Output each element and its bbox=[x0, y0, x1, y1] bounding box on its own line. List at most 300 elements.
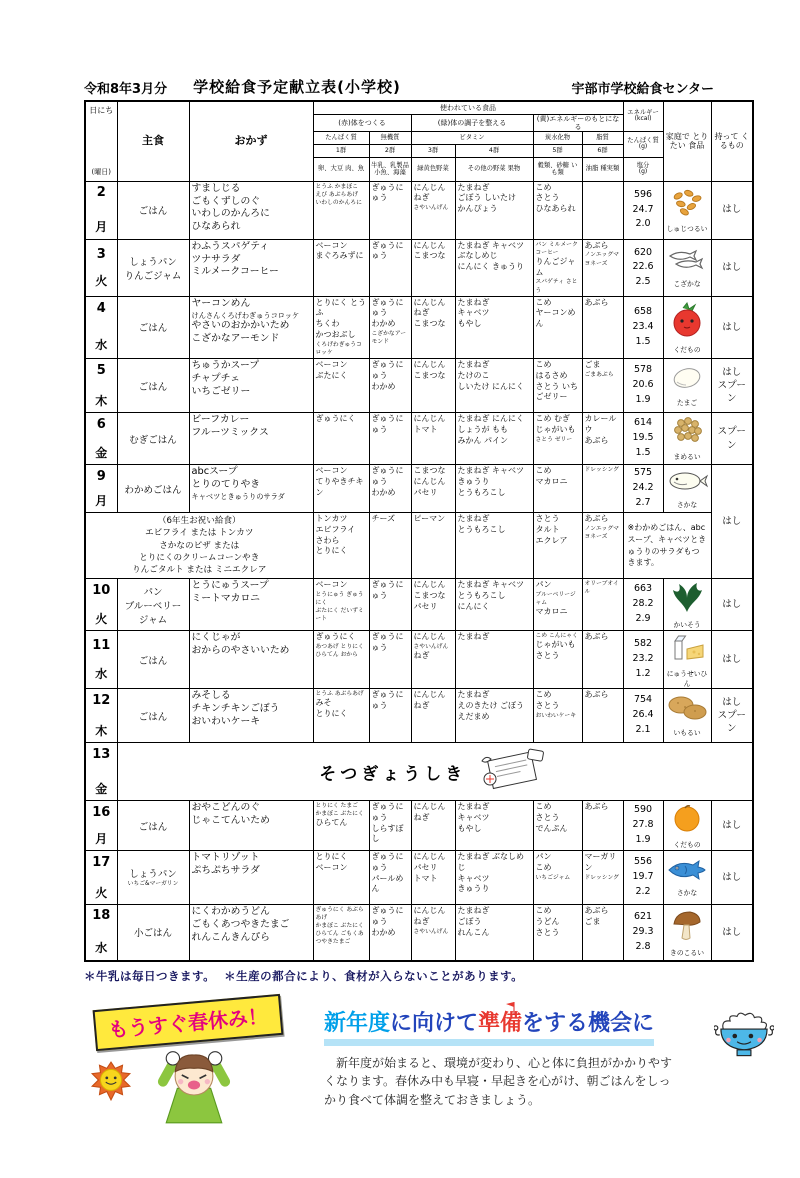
text-line: ごまあぶら bbox=[584, 371, 614, 378]
text-line: くろげわぎゅうコロッケ bbox=[315, 341, 362, 356]
text-line: エビフライ bbox=[315, 524, 356, 534]
bring-cell bbox=[711, 631, 753, 689]
text-line: ごぼう bbox=[457, 916, 482, 926]
bring-cell bbox=[711, 359, 753, 413]
text-line: さとう bbox=[535, 193, 560, 203]
dishes-cell bbox=[189, 296, 313, 358]
food-group-4-cell bbox=[455, 905, 533, 961]
nutrition-cell bbox=[623, 239, 663, 296]
day-number: 4 bbox=[96, 301, 106, 317]
text-line: マカロニ bbox=[535, 607, 568, 617]
header-date-top: 日にち bbox=[89, 106, 114, 116]
dishes-cell bbox=[189, 851, 313, 905]
text-line: こめ bbox=[535, 862, 552, 872]
text-line: たまねぎ bbox=[457, 690, 490, 700]
text-line: えび あぶらあげ bbox=[315, 191, 358, 198]
text-line: しいたけ にんにく bbox=[457, 381, 525, 391]
text-line: さかなのピザ または bbox=[159, 540, 240, 551]
text-line: ぎゅうにゅう bbox=[371, 906, 404, 926]
text-line: ねぎ bbox=[413, 193, 430, 203]
text-line: パセリ bbox=[413, 487, 438, 497]
text-line: キャベツ bbox=[457, 308, 490, 318]
text-line: えだまめ bbox=[457, 711, 490, 721]
day-wrap bbox=[88, 469, 115, 509]
text-line: はし bbox=[722, 819, 742, 831]
day-cell bbox=[85, 689, 117, 743]
bring-cell bbox=[711, 905, 753, 961]
dishes-cell bbox=[189, 631, 313, 689]
day-wrap bbox=[88, 301, 115, 353]
day-wrap bbox=[88, 693, 115, 739]
text-line: れんこん bbox=[457, 927, 490, 937]
text-line: ぎゅうにゅう bbox=[371, 297, 404, 318]
text-line: abcスープ bbox=[191, 466, 238, 478]
text-line: こまつな bbox=[413, 466, 446, 476]
text-line: ひなあられ bbox=[191, 221, 241, 233]
food-group-4-cell bbox=[455, 801, 533, 851]
energy-value: 596 bbox=[633, 189, 653, 201]
day-cell bbox=[85, 359, 117, 413]
text-line: さとう bbox=[535, 927, 560, 937]
text-line: ごはん bbox=[138, 323, 168, 335]
food-group-1-cell bbox=[313, 851, 369, 905]
home-food-cell bbox=[663, 296, 711, 358]
text-line: ミルメークコーヒー bbox=[191, 266, 279, 278]
text-line: ミートマカロニ bbox=[191, 592, 261, 604]
text-line: ドレッシング bbox=[584, 874, 619, 881]
text-line: こまつな bbox=[413, 251, 446, 261]
text-line: じゃこてんいため bbox=[191, 814, 270, 826]
header-salt-unit: (g) bbox=[638, 168, 648, 176]
food-group-3-cell bbox=[411, 513, 455, 579]
salt-value: 2.1 bbox=[635, 723, 651, 735]
text-line: キャベツときゅうりのサラダ bbox=[191, 491, 285, 501]
text-line: ぎゅうにく bbox=[315, 632, 356, 642]
header-salt-label: 塩分 bbox=[636, 162, 650, 170]
home-food-label: さかな bbox=[676, 889, 698, 898]
dishes-cell bbox=[189, 801, 313, 851]
header-vitamin-col: ビタミン bbox=[411, 131, 533, 144]
header-red-group: (赤)体をつくる bbox=[313, 114, 411, 131]
header-home-foods: 家庭で とりたい 食品 bbox=[663, 101, 711, 181]
text-line: こまつな bbox=[413, 319, 446, 329]
header-energy-label: エネルギー bbox=[627, 109, 659, 117]
text-line: パン bbox=[143, 586, 163, 598]
text-line: とうふ あぶらあげ bbox=[315, 691, 364, 698]
nuts-icon bbox=[664, 188, 711, 222]
text-line: てりやきチキン bbox=[315, 476, 364, 497]
energy-value: 621 bbox=[633, 911, 653, 923]
dishes-cell bbox=[189, 359, 313, 413]
text-line: こまつな bbox=[413, 590, 446, 600]
text-line: はし bbox=[722, 204, 742, 216]
food-group-3-cell bbox=[411, 801, 455, 851]
nutrition-cell bbox=[623, 631, 663, 689]
bring-cell bbox=[711, 296, 753, 358]
text-line: はし bbox=[722, 515, 742, 527]
text-line: りんごジャム bbox=[535, 256, 576, 277]
text-line: ぎゅうにく bbox=[315, 414, 356, 424]
text-line: ごはん bbox=[138, 206, 168, 218]
nutrition-cell bbox=[623, 181, 663, 239]
text-line: きゅうり bbox=[457, 884, 490, 894]
header-protein-unit: (g) bbox=[638, 143, 648, 151]
staple-cell bbox=[117, 181, 189, 239]
dishes-cell bbox=[189, 181, 313, 239]
text-line: にんにく bbox=[457, 601, 490, 611]
home-food-cell bbox=[663, 465, 711, 513]
nutrition-cell bbox=[623, 905, 663, 961]
food-group-5-cell bbox=[533, 689, 582, 743]
small-fish-icon bbox=[664, 247, 711, 277]
text-line: トンカツ bbox=[315, 514, 348, 524]
header-g2: 2群 bbox=[369, 144, 411, 157]
text-line: あぶら bbox=[584, 240, 609, 250]
food-group-6-cell bbox=[582, 513, 623, 579]
header-g6: 6群 bbox=[582, 144, 623, 157]
text-line: ベーコン bbox=[315, 240, 348, 250]
food-group-2-cell bbox=[369, 631, 411, 689]
text-line: さとう いちごゼリー bbox=[535, 381, 579, 402]
salt-value: 1.9 bbox=[635, 833, 651, 845]
staple-cell bbox=[117, 631, 189, 689]
food-group-3-cell bbox=[411, 239, 455, 296]
weekday-label: 水 bbox=[95, 941, 108, 956]
food-group-5-cell bbox=[533, 851, 582, 905]
text-line: かまぼこ ぶたにく bbox=[315, 923, 364, 930]
protein-value: 24.7 bbox=[632, 203, 654, 215]
text-line: れんこんきんぴら bbox=[191, 931, 270, 943]
day-cell bbox=[85, 801, 117, 851]
title-bar bbox=[84, 76, 754, 97]
salt-value: 2.7 bbox=[635, 496, 651, 508]
header-energy bbox=[623, 101, 663, 131]
text-line: みそしる bbox=[191, 690, 231, 702]
day-number: 11 bbox=[92, 637, 111, 653]
dishes-cell bbox=[189, 239, 313, 296]
text-line: りんごジャム bbox=[124, 270, 182, 282]
food-group-3-cell bbox=[411, 631, 455, 689]
salt-value: 2.2 bbox=[635, 885, 651, 897]
text-line: わふうスパゲティ bbox=[191, 240, 270, 252]
text-line: はし bbox=[722, 261, 742, 273]
text-line: たけのこ bbox=[457, 370, 490, 380]
protein-value: 22.6 bbox=[632, 261, 654, 273]
food-group-6-cell bbox=[582, 905, 623, 961]
header-g5-items: 穀類、砂糖 いも類 bbox=[533, 157, 582, 181]
table-header bbox=[85, 101, 753, 181]
header-carb-col: 炭水化物 bbox=[533, 131, 582, 144]
note-supply: ＊生産の都合により、食材が入らないことがあります。 bbox=[224, 968, 524, 983]
text-line: パン bbox=[535, 852, 552, 862]
food-group-1-cell bbox=[313, 296, 369, 358]
day-wrap bbox=[88, 855, 115, 901]
food-group-6-cell bbox=[582, 465, 623, 513]
text-line: ノンエッグマヨネーズ bbox=[584, 525, 619, 540]
food-group-2-cell bbox=[369, 851, 411, 905]
header-g3: 3群 bbox=[411, 144, 455, 157]
mushroom-icon bbox=[664, 908, 711, 946]
text-line: しょうパン bbox=[129, 869, 177, 881]
egg-icon bbox=[664, 364, 711, 396]
text-line: すましじる bbox=[191, 182, 241, 194]
food-group-5-cell bbox=[533, 513, 582, 579]
table-body bbox=[85, 181, 753, 960]
text-line: わかめ bbox=[371, 487, 396, 497]
text-line: とりにくのクリームコーンやき bbox=[139, 552, 260, 563]
text-line: にくじゃが bbox=[191, 632, 241, 644]
salt-value: 1.2 bbox=[635, 667, 651, 679]
day-wrap bbox=[88, 185, 115, 235]
nutrition-cell bbox=[623, 579, 663, 631]
text-line: ごはん bbox=[138, 711, 168, 723]
text-line: トマトリゾット bbox=[191, 852, 260, 864]
text-line: さやいんげん bbox=[413, 205, 449, 212]
text-line: ぎゅうにゅう bbox=[371, 240, 404, 261]
home-food-cell bbox=[663, 851, 711, 905]
food-group-5-cell bbox=[533, 359, 582, 413]
food-group-2-cell bbox=[369, 296, 411, 358]
text-line: いわしのかんろに bbox=[191, 208, 270, 220]
day-wrap bbox=[88, 908, 115, 956]
text-line: オリーブオイル bbox=[584, 581, 619, 596]
energy-value: 582 bbox=[633, 638, 653, 650]
day-cell bbox=[85, 239, 117, 296]
food-group-5-cell bbox=[533, 413, 582, 465]
food-group-2-cell bbox=[369, 905, 411, 961]
text-line: あぶら bbox=[584, 906, 609, 916]
text-line: ひなあられ bbox=[535, 204, 576, 214]
energy-value: 620 bbox=[633, 246, 653, 258]
bring-cell bbox=[711, 181, 753, 239]
salt-value: 2.5 bbox=[635, 275, 651, 287]
home-food-label: くだもの bbox=[673, 345, 701, 354]
header-g6-items: 油脂 種実類 bbox=[582, 157, 623, 181]
food-group-3-cell bbox=[411, 579, 455, 631]
text-line: ビーフカレー bbox=[191, 414, 250, 426]
food-group-6-cell bbox=[582, 579, 623, 631]
day-cell bbox=[85, 413, 117, 465]
text-line: パセリ bbox=[413, 862, 438, 872]
salt-value: 2.9 bbox=[635, 612, 651, 624]
text-line: もやし bbox=[457, 319, 482, 329]
text-line: ブルーベリージャム bbox=[535, 591, 576, 606]
text-line: たまねぎ bbox=[457, 360, 490, 370]
headline-part: 準備 bbox=[478, 1011, 522, 1036]
protein-value: 26.4 bbox=[632, 709, 654, 721]
text-line: ぎゅうにゅう bbox=[371, 466, 404, 486]
food-group-5-cell bbox=[533, 801, 582, 851]
text-line: こめ bbox=[535, 360, 552, 370]
food-group-6-cell bbox=[582, 689, 623, 743]
header-staple: 主食 bbox=[117, 101, 189, 181]
text-line: さやいんげん bbox=[413, 643, 449, 650]
food-group-4-cell bbox=[455, 513, 533, 579]
text-line: かつおぶし bbox=[315, 330, 356, 340]
text-line: マカロニ bbox=[535, 476, 568, 486]
text-line: 小ごはん bbox=[133, 928, 172, 940]
header-fat-col: 脂質 bbox=[582, 131, 623, 144]
nutrition-cell bbox=[623, 359, 663, 413]
weekday-label: 火 bbox=[95, 885, 108, 900]
text-line: はし bbox=[722, 653, 742, 665]
text-line: まぐろみずに bbox=[315, 251, 364, 261]
text-line: ベーコン bbox=[315, 466, 348, 476]
bring-cell bbox=[711, 413, 753, 465]
text-line: ちくわ bbox=[315, 319, 340, 329]
text-line: ごもくあつやきたまご bbox=[191, 918, 290, 930]
text-line: エクレア bbox=[535, 535, 568, 545]
food-group-4-cell bbox=[455, 579, 533, 631]
nutrition-cell bbox=[623, 689, 663, 743]
home-food-cell bbox=[663, 239, 711, 296]
food-group-5-cell bbox=[533, 579, 582, 631]
food-group-5-cell bbox=[533, 239, 582, 296]
text-line: ひらてん bbox=[315, 818, 348, 828]
text-line: とりのてりやき bbox=[191, 478, 261, 490]
text-line: パン ミルメークコーヒー bbox=[535, 241, 578, 256]
text-line: ヤーコンめん bbox=[535, 308, 576, 329]
note-milk: ＊牛乳は毎日つきます。 bbox=[84, 968, 216, 983]
text-line: （6年生お祝い給食） bbox=[157, 516, 241, 527]
text-line: たまねぎ bbox=[457, 802, 490, 812]
text-line: にんにく きゅうり bbox=[457, 262, 525, 272]
text-line: ひらてん ごもくあつやきたまご bbox=[315, 931, 364, 946]
orange-icon bbox=[664, 802, 711, 838]
day-cell bbox=[85, 743, 117, 801]
text-line: にんじん bbox=[413, 240, 446, 250]
text-line: ジャム bbox=[138, 614, 168, 626]
energy-value: 614 bbox=[633, 417, 653, 429]
text-line: たまねぎ bbox=[457, 514, 490, 524]
text-line: いわしのかんろに bbox=[315, 199, 362, 206]
text-line: ぎゅうにゅう bbox=[371, 852, 404, 872]
header-date bbox=[85, 101, 117, 181]
text-line: とうもろこし bbox=[457, 590, 506, 600]
day-cell bbox=[85, 579, 117, 631]
day-number: 9 bbox=[96, 468, 106, 484]
text-line: じゃがいも bbox=[535, 640, 576, 650]
food-group-4-cell bbox=[455, 851, 533, 905]
home-food-label: たまご bbox=[676, 399, 698, 408]
text-line: ごはん bbox=[138, 381, 168, 393]
text-line: とうふ かまぼこ bbox=[315, 183, 358, 190]
small-flag-icon bbox=[504, 998, 518, 1023]
food-group-3-cell bbox=[411, 905, 455, 961]
header-mineral-col: 無機質 bbox=[369, 131, 411, 144]
text-line: たまねぎ bbox=[457, 632, 490, 642]
weekday-label: 金 bbox=[95, 781, 108, 796]
menu-row bbox=[85, 359, 753, 413]
menu-row bbox=[85, 465, 753, 513]
bring-cell bbox=[711, 851, 753, 905]
text-line: ぎゅうにゅう bbox=[371, 802, 404, 822]
food-group-5-cell bbox=[533, 296, 582, 358]
text-line: タルト bbox=[535, 524, 560, 534]
text-line: わかめごはん bbox=[124, 484, 182, 496]
food-group-2-cell bbox=[369, 465, 411, 513]
header-protein-g bbox=[623, 131, 663, 157]
text-line: おやこどんのぐ bbox=[191, 802, 261, 814]
promo-section bbox=[84, 988, 774, 1178]
food-group-1-cell bbox=[313, 631, 369, 689]
text-line: こめ bbox=[535, 466, 552, 476]
text-line: とりにく たまご bbox=[315, 803, 358, 810]
day-wrap bbox=[88, 805, 115, 847]
home-food-cell bbox=[663, 905, 711, 961]
day-number: 3 bbox=[96, 246, 106, 262]
home-food-cell bbox=[663, 413, 711, 465]
home-food-label: まめるい bbox=[673, 453, 701, 462]
day-cell bbox=[85, 465, 117, 513]
text-line: かまぼこ ぶたにく bbox=[315, 811, 364, 818]
salt-value: 2.8 bbox=[635, 940, 651, 952]
nutrition-cell bbox=[623, 801, 663, 851]
text-line: こざかなアーモンド bbox=[371, 331, 407, 346]
celebration-note-cell bbox=[623, 513, 711, 579]
day-cell bbox=[85, 905, 117, 961]
text-line: むぎごはん bbox=[129, 434, 177, 446]
text-line: おいわいケーキ bbox=[535, 712, 577, 719]
menu-row bbox=[85, 743, 753, 801]
day-cell bbox=[85, 181, 117, 239]
text-line: しょうが もも bbox=[457, 424, 509, 434]
text-line: りんごタルト または ミニエクレア bbox=[132, 564, 267, 575]
home-food-cell bbox=[663, 801, 711, 851]
weekday-label: 水 bbox=[95, 338, 108, 353]
food-group-3-cell bbox=[411, 465, 455, 513]
energy-value: 556 bbox=[633, 856, 653, 868]
menu-row bbox=[85, 513, 753, 579]
text-line: ごはん bbox=[138, 821, 168, 833]
food-group-1-cell bbox=[313, 239, 369, 296]
day-cell bbox=[85, 296, 117, 358]
text-line: チーズ bbox=[371, 514, 396, 524]
text-line: こめ むぎ bbox=[535, 414, 571, 424]
day-cell bbox=[85, 851, 117, 905]
text-line: あぶら bbox=[584, 632, 609, 642]
text-line: にんじん bbox=[413, 414, 446, 424]
text-line: かんぴょう bbox=[457, 204, 498, 214]
text-line: わかめ bbox=[371, 319, 396, 329]
home-food-label: くだもの bbox=[673, 841, 701, 850]
food-group-6-cell bbox=[582, 851, 623, 905]
food-group-2-cell bbox=[369, 689, 411, 743]
nutrition-cell bbox=[623, 465, 663, 513]
day-number: 6 bbox=[96, 416, 106, 432]
text-line: ぎゅうにゅう bbox=[371, 360, 404, 380]
tomato-icon bbox=[664, 301, 711, 343]
text-line: ぷちぷちサラダ bbox=[191, 864, 260, 876]
text-line: しょうパン bbox=[129, 256, 177, 268]
text-line: とりにく bbox=[315, 546, 348, 556]
potato-icon bbox=[664, 694, 711, 726]
text-line: にんじん bbox=[413, 632, 446, 642]
header-protein-label: たんぱく質 bbox=[627, 137, 659, 145]
header-salt bbox=[623, 157, 663, 181]
header-g4-items: その他の野菜 果物 bbox=[455, 157, 533, 181]
salt-value: 1.5 bbox=[635, 446, 651, 458]
bring-cell bbox=[711, 465, 753, 579]
day-wrap bbox=[88, 417, 115, 461]
beans-icon bbox=[664, 416, 711, 450]
text-line: みそ bbox=[315, 698, 332, 708]
salt-value: 1.9 bbox=[635, 393, 651, 405]
text-line: うどん bbox=[535, 916, 560, 926]
menu-row bbox=[85, 239, 753, 296]
home-food-cell bbox=[663, 359, 711, 413]
home-food-cell bbox=[663, 689, 711, 743]
